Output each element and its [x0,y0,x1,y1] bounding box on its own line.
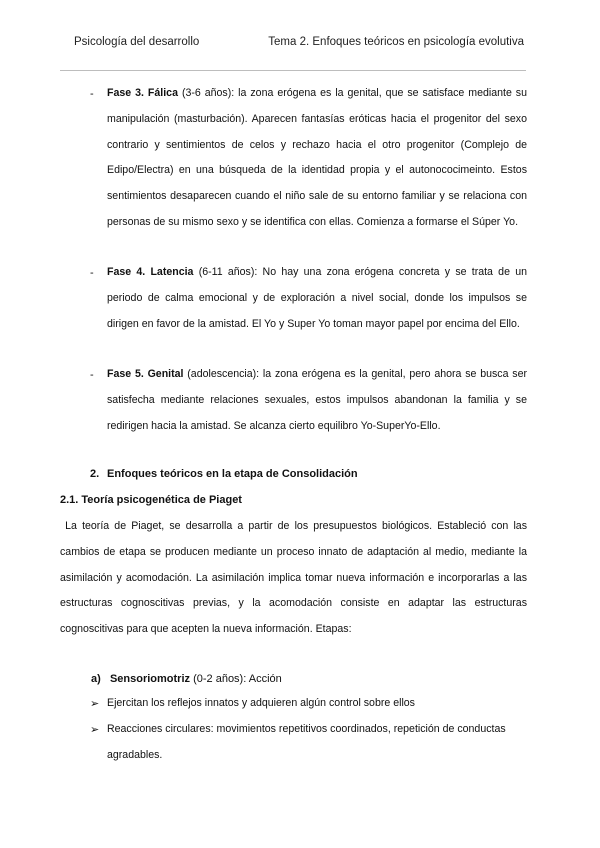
piaget-paragraph-text: La teoría de Piaget, se desarrolla a partir de los presupuestos biológicos. Estableció con las cambios de etapa se producen mediante un proceso innato de adaptación al medio, mediante la asimilación y acomodación. La asimilación implica tomar nueva información e incorporarlas a las estructuras cognoscitivas previas, y la acomodación consiste en adaptar las estructuras cognoscitivas para que acepten la nueva información. Etapas: [60,520,527,636]
phase-4-text: (6-11 años): No hay una zona erógena concreta y se trata de un periodo de calma emocional y de exploración a nivel social, donde los impulsos se dirigen en favor de la amistad. El Yo y Super Yo toman mayor papel por encima del Ello. [107,266,527,330]
header-left-title: Psicología del desarrollo [74,36,200,48]
section-2-title: Enfoques teóricos en la etapa de Consolidación [107,468,358,480]
section-2-number: 2. [90,468,100,480]
phase-3-item [107,81,527,236]
arrow-item-2: Reacciones circulares: movimientos repetitivos coordinados, repetición de conductas agradables. [107,723,506,761]
header-divider [60,70,526,71]
bullet-phase-4: - [90,267,94,279]
phase-5-item [107,362,527,439]
piaget-paragraph [60,514,527,643]
arrow-item-1: Ejercitan los reflejos innatos y adquieren algún control sobre ellos [107,697,415,709]
phase-4-item [107,260,527,337]
subsection-title: 2.1. Teoría psicogenética de Piaget [60,494,242,506]
stage-a-text: (0-2 años): Acción [190,673,282,685]
phase-3-title: Fase 3. Fálica [107,87,178,99]
header-right-title: Tema 2. Enfoques teóricos en psicología evolutiva [268,36,524,48]
arrow-bullet-icon: ➢ [90,724,100,736]
phase-5-text: (adolescencia): la zona erógena es la genital, pero ahora se busca ser satisfecha mediante relaciones sexuales, estos impulsos abandonan la familia y se redirigen hacia la amistad. Se alcanza cierto equilibro Yo-SuperYo-Ello. [107,368,527,432]
stage-a-title: Sensoriomotriz [109,673,191,685]
phase-5-title: Fase 5. Genital [107,368,184,380]
stage-a-item [91,670,282,688]
phase-3-text: (3-6 años): la zona erógena es la genital, que se satisface mediante su manipulación (masturbación). Aparecen fantasías eróticas hacia el progenitor del sexo contrario y sentimientos de celos y rechazo hacia el otro progenitor (Complejo de Edipo/Electra) en una búsqueda de la identidad propia y el autonococimeinto. Estos sentimientos desaparecen cuando el niño sale de su entorno familiar y se relaciona con personas de su mismo sexo y se identifica con ellas. Comienza a formarse el Súper Yo. [107,87,527,228]
arrow-bullet-icon: ➢ [90,698,100,710]
bullet-phase-3: - [90,88,94,100]
phase-4-title: Fase 4. Latencia [107,266,194,278]
stage-a-label: a) [91,673,101,685]
bullet-phase-5: - [90,369,94,381]
